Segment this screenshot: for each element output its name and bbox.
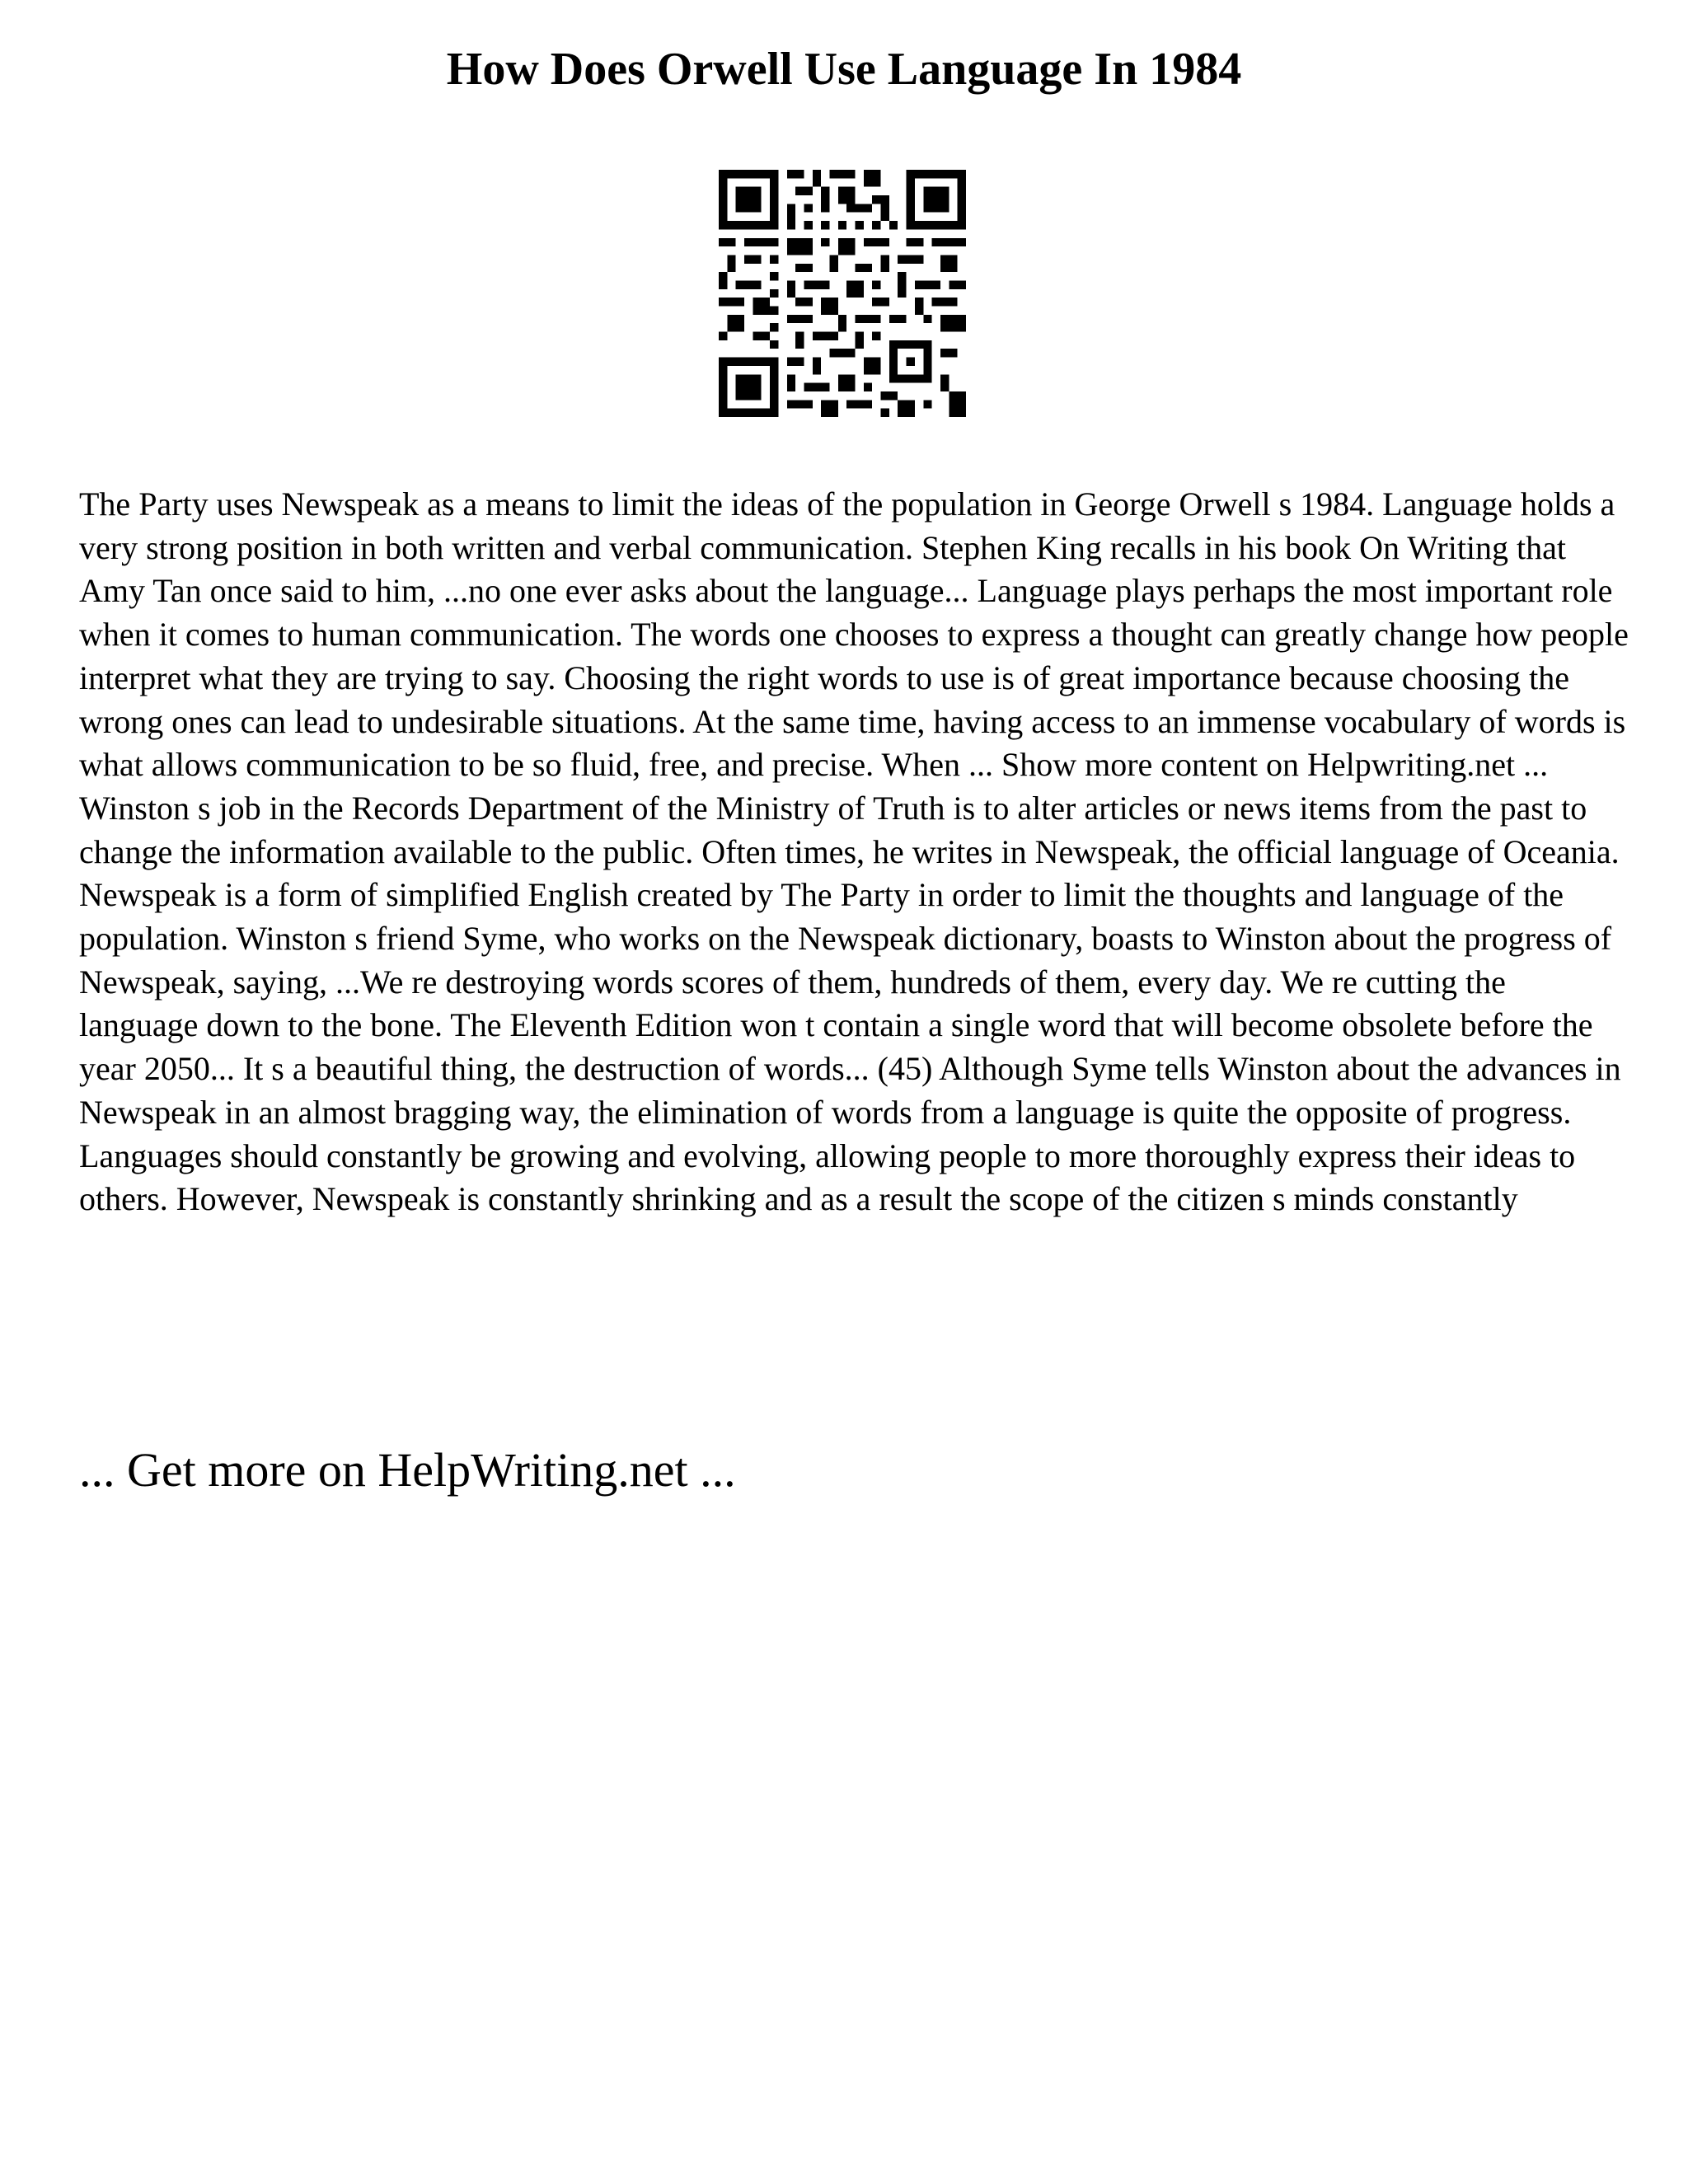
page-title: How Does Orwell Use Language In 1984 bbox=[446, 44, 1242, 95]
qr-code-graphic bbox=[719, 170, 966, 417]
qr-code-icon bbox=[719, 170, 966, 417]
article-body bbox=[79, 483, 1629, 1221]
get-more-link[interactable]: ... Get more on HelpWriting.net ... bbox=[79, 1443, 736, 1497]
paragraph-1: The Party uses Newspeak as a means to limit the ideas of the population in George Orwell s 1984. Language holds a very strong position in both written and verbal communication. Stephen King recalls in his book On Writing that Amy Tan once said to him, ...no one ever asks about the language... Language plays perhaps the most important role when it comes to human communication. The words one chooses to express a thought can greatly change how people interpret what they are trying to say. Choosing the right words to use is of great importance because choosing the wrong ones can lead to undesirable situations. At the same time, having access to an immense vocabulary of words is what allows communication to be so fluid, free, and precise. When ... Show more content on Helpwriting.net ... bbox=[79, 485, 1629, 784]
paragraph-2: Winston s job in the Records Department of the Ministry of Truth is to alter articles or news items from the past to change the information available to the public. Often times, he writes in Newspeak, the official language of Oceania. Newspeak is a form of simplified English created by The Party in order to limit the thoughts and language of the population. Winston s friend Syme, who works on the Newspeak dictionary, boasts to Winston about the progress of Newspeak, saying, ...We re destroying words scores of them, hundreds of them, every day. We re cutting the language down to the bone. The Eleventh Edition won t contain a single word that will become obsolete before the year 2050... It s a beautiful thing, the destruction of words... (45) Although Syme tells Winston about the advances in Newspeak in an almost bragging way, the elimination of words from a language is quite the opposite of progress. Languages should constantly be growing and evolving, allowing people to more thoroughly express their ideas to others. However, Newspeak is constantly shrinking and as a result the scope of the citizen s minds constantly bbox=[79, 789, 1621, 1218]
